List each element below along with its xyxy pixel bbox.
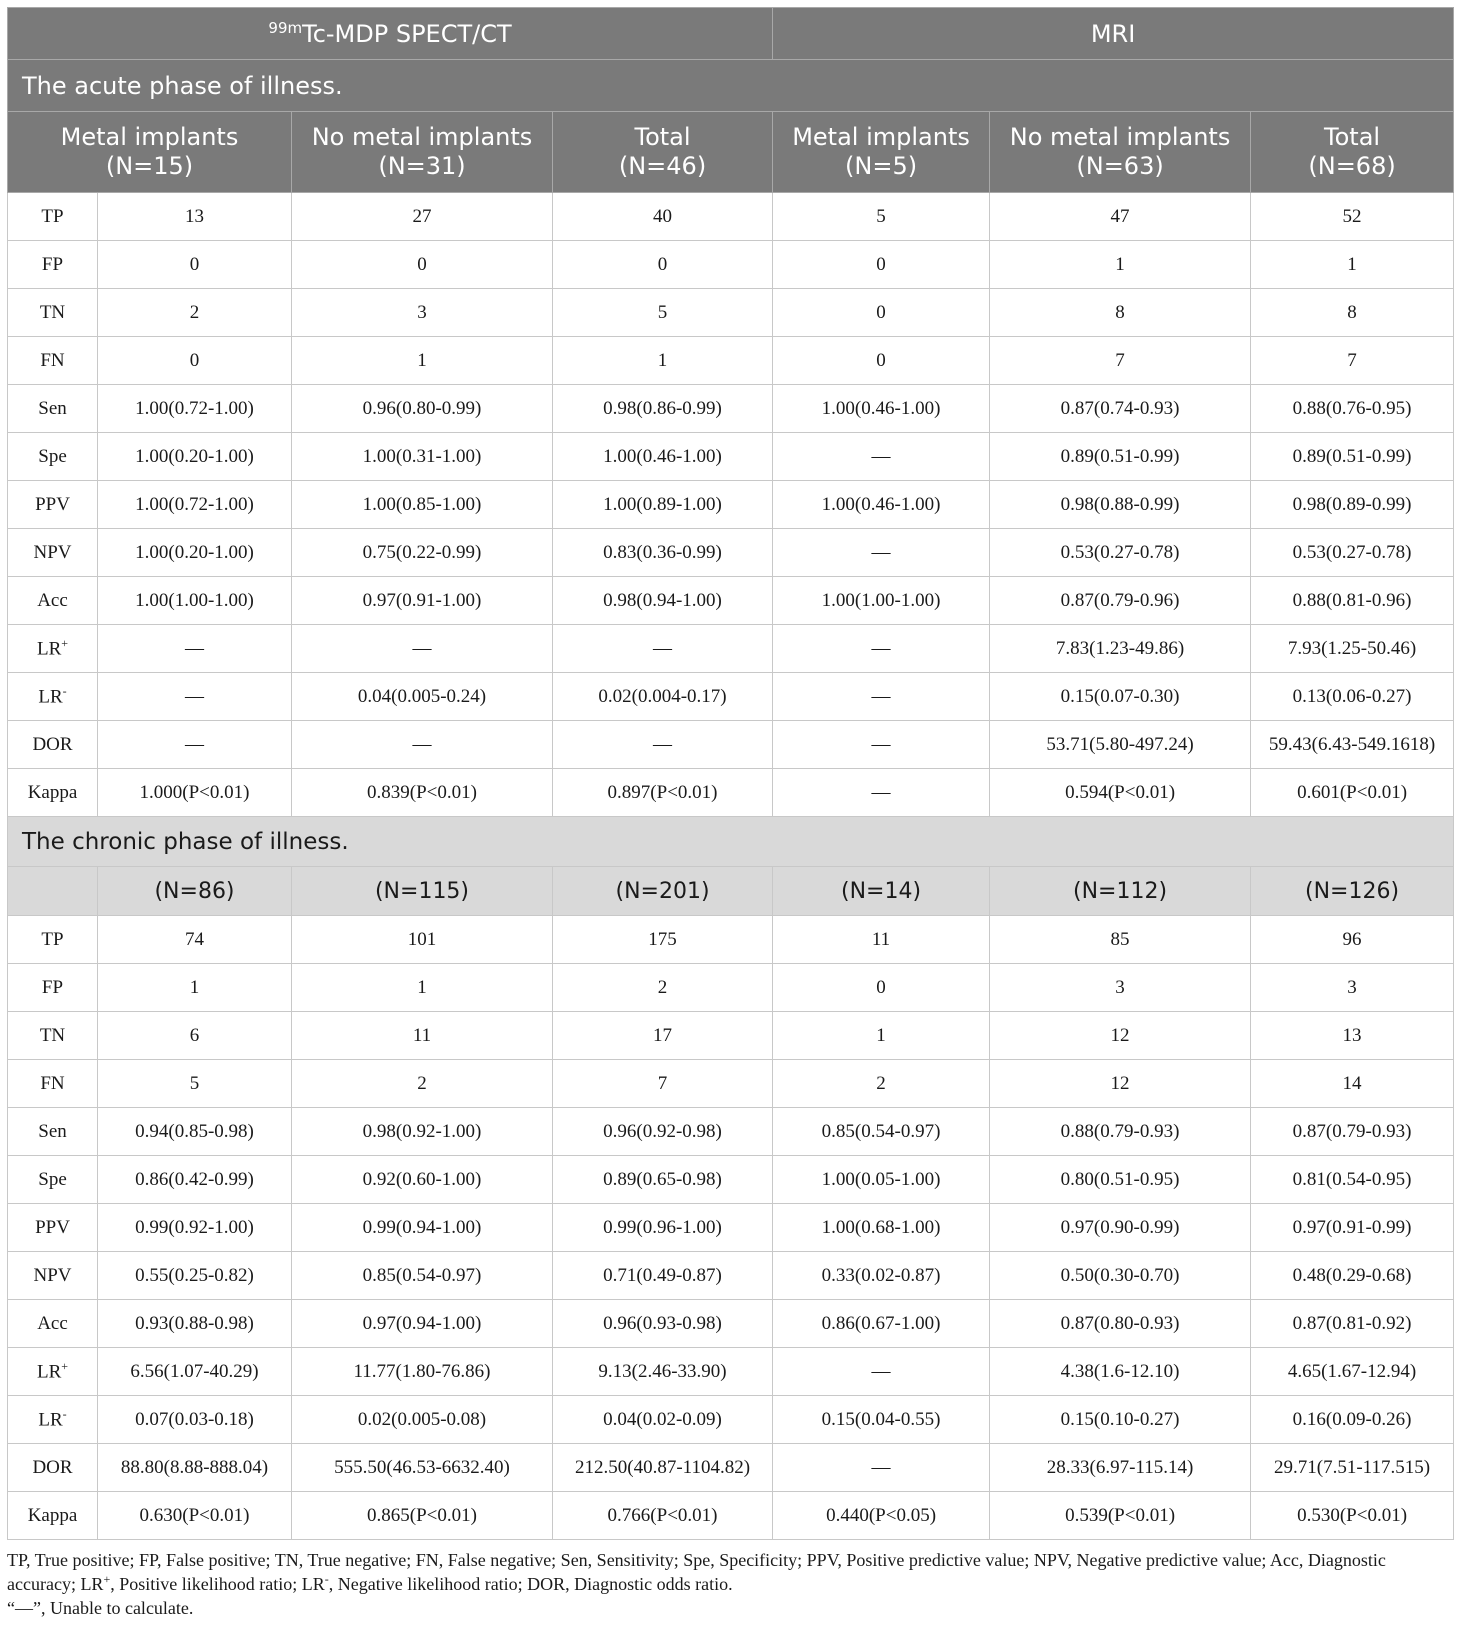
table-cell: 0.94(0.85-0.98)	[98, 1108, 292, 1156]
table-cell: —	[773, 1444, 990, 1492]
table-cell: 0.89(0.51-0.99)	[1251, 433, 1454, 481]
table-cell: 11	[773, 916, 990, 964]
table-cell: 0	[773, 241, 990, 289]
table-cell: 0.04(0.005-0.24)	[292, 673, 553, 721]
metric-label	[8, 964, 98, 1012]
table-cell: 0.601(P<0.01)	[1251, 769, 1454, 817]
table-cell: 5	[98, 1060, 292, 1108]
acute-phase-title-row	[8, 60, 1454, 112]
metric-label	[8, 1204, 98, 1252]
metric-label-sup: +	[61, 636, 69, 651]
table-cell: 0.02(0.004-0.17)	[553, 673, 773, 721]
metric-label-text: Kappa	[27, 1504, 78, 1526]
metric-label	[8, 1060, 98, 1108]
table-cell: 0.96(0.80-0.99)	[292, 385, 553, 433]
table-cell: 11	[292, 1012, 553, 1060]
table-cell: 1	[98, 964, 292, 1012]
metric-label	[8, 1396, 98, 1444]
table-cell: 52	[1251, 193, 1454, 241]
table-cell: 0.97(0.90-0.99)	[990, 1204, 1251, 1252]
table-cell: 0.96(0.92-0.98)	[553, 1108, 773, 1156]
table-cell: 0.98(0.94-1.00)	[553, 577, 773, 625]
metric-label	[8, 1156, 98, 1204]
table-cell: 1.00(0.31-1.00)	[292, 433, 553, 481]
table-cell: 5	[553, 289, 773, 337]
table-cell: 0	[292, 241, 553, 289]
table-cell: 1.00(0.46-1.00)	[773, 481, 990, 529]
table-cell: 0.88(0.79-0.93)	[990, 1108, 1251, 1156]
table-cell: 53.71(5.80-497.24)	[990, 721, 1251, 769]
table-cell: 0.07(0.03-0.18)	[98, 1396, 292, 1444]
metric-label	[8, 625, 98, 673]
metric-label	[8, 193, 98, 241]
acute-col-header: Total (N=68)	[1251, 112, 1454, 193]
acute-col-header: No metal implants (N=31)	[292, 112, 553, 193]
table-cell: 4.38(1.6-12.10)	[990, 1348, 1251, 1396]
metric-label-text: LR	[38, 1409, 63, 1431]
metric-label	[8, 1444, 98, 1492]
table-cell: 0.75(0.22-0.99)	[292, 529, 553, 577]
table-cell: 28.33(6.97-115.14)	[990, 1444, 1251, 1492]
table-cell: 1	[1251, 241, 1454, 289]
table-cell: 2	[292, 1060, 553, 1108]
table-row	[8, 1300, 1454, 1348]
table-cell: 85	[990, 916, 1251, 964]
table-cell: 0.85(0.54-0.97)	[773, 1108, 990, 1156]
table-cell: 0.86(0.67-1.00)	[773, 1300, 990, 1348]
table-row	[8, 1108, 1454, 1156]
table-row	[8, 721, 1454, 769]
table-cell: 1	[553, 337, 773, 385]
table-cell: 12	[990, 1012, 1251, 1060]
table-cell: 12	[990, 1060, 1251, 1108]
table-cell: 0	[773, 289, 990, 337]
table-cell: 0.594(P<0.01)	[990, 769, 1251, 817]
table-cell: 11.77(1.80-76.86)	[292, 1348, 553, 1396]
table-cell: 6.56(1.07-40.29)	[98, 1348, 292, 1396]
metric-label-sup: -	[62, 1407, 67, 1422]
metric-label	[8, 337, 98, 385]
metric-label-text: DOR	[32, 1456, 73, 1478]
table-row	[8, 1060, 1454, 1108]
table-cell: 6	[98, 1012, 292, 1060]
spect-ct-header: $^{99m}$Tc-MDP SPECT/CT	[8, 8, 773, 60]
table-cell: 3	[990, 964, 1251, 1012]
table-row	[8, 1348, 1454, 1396]
table-cell: 14	[1251, 1060, 1454, 1108]
table-cell: 212.50(40.87-1104.82)	[553, 1444, 773, 1492]
table-cell: —	[773, 433, 990, 481]
table-cell: 0.80(0.51-0.95)	[990, 1156, 1251, 1204]
table-cell: 17	[553, 1012, 773, 1060]
table-cell: 3	[292, 289, 553, 337]
table-cell: 27	[292, 193, 553, 241]
table-cell: —	[773, 1348, 990, 1396]
chronic-col-header: (N=115)	[292, 867, 553, 916]
metric-label-text: Kappa	[27, 781, 78, 803]
metric-label-text: Sen	[38, 397, 67, 419]
table-row	[8, 769, 1454, 817]
metric-label	[8, 241, 98, 289]
table-cell: —	[98, 673, 292, 721]
table-cell: 2	[553, 964, 773, 1012]
table-cell: 0.87(0.80-0.93)	[990, 1300, 1251, 1348]
diagnostic-performance-table	[7, 7, 1454, 1540]
metric-label	[8, 1348, 98, 1396]
table-cell: 1	[773, 1012, 990, 1060]
table-cell: 74	[98, 916, 292, 964]
table-cell: 47	[990, 193, 1251, 241]
table-cell: —	[773, 673, 990, 721]
table-cell: 0.98(0.92-1.00)	[292, 1108, 553, 1156]
metric-label-text: Spe	[38, 445, 67, 467]
table-row	[8, 481, 1454, 529]
table-cell: 0.99(0.94-1.00)	[292, 1204, 553, 1252]
table-row	[8, 1444, 1454, 1492]
table-cell: 0.81(0.54-0.95)	[1251, 1156, 1454, 1204]
metric-label	[8, 385, 98, 433]
table-cell: 9.13(2.46-33.90)	[553, 1348, 773, 1396]
table-cell: 13	[1251, 1012, 1454, 1060]
table-footnote	[7, 1548, 1453, 1620]
table-cell: 0.53(0.27-0.78)	[990, 529, 1251, 577]
chronic-col-header: (N=201)	[553, 867, 773, 916]
chronic-column-header-row	[8, 867, 1454, 916]
table-cell: 0.15(0.04-0.55)	[773, 1396, 990, 1444]
metric-label-text: FN	[40, 349, 65, 371]
chronic-col-header: (N=126)	[1251, 867, 1454, 916]
table-cell: 0.87(0.81-0.92)	[1251, 1300, 1454, 1348]
dash-note: “—”, Unable to calculate.	[7, 1598, 194, 1618]
table-cell: —	[553, 721, 773, 769]
table-cell: —	[773, 625, 990, 673]
table-cell: 0.630(P<0.01)	[98, 1492, 292, 1540]
table-cell: 175	[553, 916, 773, 964]
table-cell: 8	[1251, 289, 1454, 337]
table-cell: 0	[98, 241, 292, 289]
mri-header: MRI	[773, 8, 1454, 60]
table-cell: 0.93(0.88-0.98)	[98, 1300, 292, 1348]
metric-label-text: Sen	[38, 1120, 67, 1142]
table-cell: 0.530(P<0.01)	[1251, 1492, 1454, 1540]
acute-col-header: No metal implants (N=63)	[990, 112, 1251, 193]
table-cell: 0.440(P<0.05)	[773, 1492, 990, 1540]
table-cell: 0.33(0.02-0.87)	[773, 1252, 990, 1300]
acute-column-header-row	[8, 112, 1454, 193]
metric-label	[8, 289, 98, 337]
table-row	[8, 241, 1454, 289]
table-cell: —	[292, 721, 553, 769]
table-cell: 0.86(0.42-0.99)	[98, 1156, 292, 1204]
table-cell: 1.00(0.72-1.00)	[98, 385, 292, 433]
metric-label	[8, 916, 98, 964]
metric-label	[8, 1492, 98, 1540]
metric-label	[8, 1108, 98, 1156]
table-cell: 0	[773, 337, 990, 385]
metric-label	[8, 529, 98, 577]
table-cell: 0.87(0.74-0.93)	[990, 385, 1251, 433]
chronic-col-header: (N=14)	[773, 867, 990, 916]
table-row	[8, 964, 1454, 1012]
table-cell: —	[773, 529, 990, 577]
table-cell: 0.89(0.51-0.99)	[990, 433, 1251, 481]
metric-label-text: TP	[41, 928, 64, 950]
table-cell: 1.00(0.85-1.00)	[292, 481, 553, 529]
table-cell: 59.43(6.43-549.1618)	[1251, 721, 1454, 769]
table-cell: 0.96(0.93-0.98)	[553, 1300, 773, 1348]
metric-label-sup: +	[61, 1359, 69, 1374]
metric-label	[8, 433, 98, 481]
chronic-phase-title-row	[8, 817, 1454, 867]
modality-header-row	[8, 8, 1454, 60]
metric-label-text: DOR	[32, 733, 73, 755]
acute-col-header: Metal implants (N=15)	[8, 112, 292, 193]
metric-label-text: PPV	[35, 493, 70, 515]
table-cell: 0.15(0.07-0.30)	[990, 673, 1251, 721]
table-cell: 40	[553, 193, 773, 241]
table-cell: 1.000(P<0.01)	[98, 769, 292, 817]
chronic-col-header: (N=86)	[98, 867, 292, 916]
metric-label	[8, 769, 98, 817]
table-row	[8, 1252, 1454, 1300]
table-row	[8, 337, 1454, 385]
table-cell: 0.02(0.005-0.08)	[292, 1396, 553, 1444]
table-row	[8, 1492, 1454, 1540]
metric-label-text: Acc	[37, 589, 68, 611]
acute-col-header: Total (N=46)	[553, 112, 773, 193]
table-row	[8, 625, 1454, 673]
metric-label-text: TN	[39, 1024, 66, 1046]
table-cell: 0.98(0.86-0.99)	[553, 385, 773, 433]
table-cell: 5	[773, 193, 990, 241]
table-row	[8, 1396, 1454, 1444]
table-cell: 3	[1251, 964, 1454, 1012]
table-cell: 0.89(0.65-0.98)	[553, 1156, 773, 1204]
table-cell: 0.97(0.91-1.00)	[292, 577, 553, 625]
table-cell: 1.00(0.46-1.00)	[553, 433, 773, 481]
table-cell: 1.00(0.46-1.00)	[773, 385, 990, 433]
table-cell: 0.48(0.29-0.68)	[1251, 1252, 1454, 1300]
table-cell: 0.98(0.89-0.99)	[1251, 481, 1454, 529]
metric-label-text: Spe	[38, 1168, 67, 1190]
table-row	[8, 385, 1454, 433]
table-cell: 0.87(0.79-0.93)	[1251, 1108, 1454, 1156]
table-cell: 96	[1251, 916, 1454, 964]
table-cell: 7.93(1.25-50.46)	[1251, 625, 1454, 673]
metric-label	[8, 1012, 98, 1060]
table-row	[8, 433, 1454, 481]
table-cell: 0.13(0.06-0.27)	[1251, 673, 1454, 721]
table-cell: 0.97(0.91-0.99)	[1251, 1204, 1454, 1252]
table-cell: 0.98(0.88-0.99)	[990, 481, 1251, 529]
table-cell: 1	[292, 964, 553, 1012]
table-cell: 7	[1251, 337, 1454, 385]
table-cell: 0.99(0.92-1.00)	[98, 1204, 292, 1252]
table-row	[8, 1204, 1454, 1252]
table-cell: 13	[98, 193, 292, 241]
metric-label-text: NPV	[33, 541, 72, 563]
table-cell: 0.92(0.60-1.00)	[292, 1156, 553, 1204]
metric-label-text: FP	[41, 253, 64, 275]
table-row	[8, 916, 1454, 964]
table-cell: 101	[292, 916, 553, 964]
table-cell: 2	[773, 1060, 990, 1108]
table-cell: 1.00(1.00-1.00)	[98, 577, 292, 625]
table-cell: —	[98, 721, 292, 769]
table-row	[8, 673, 1454, 721]
table-row	[8, 577, 1454, 625]
table-cell: 555.50(46.53-6632.40)	[292, 1444, 553, 1492]
table-cell: 1.00(0.89-1.00)	[553, 481, 773, 529]
metric-label	[8, 577, 98, 625]
metric-label	[8, 1252, 98, 1300]
table-cell: 0.87(0.79-0.96)	[990, 577, 1251, 625]
table-cell: 1.00(0.20-1.00)	[98, 529, 292, 577]
table-cell: 0.839(P<0.01)	[292, 769, 553, 817]
metric-label-sup: -	[62, 684, 67, 699]
acute-col-header: Metal implants (N=5)	[773, 112, 990, 193]
table-container	[7, 7, 1453, 1620]
metric-label-text: FN	[40, 1072, 65, 1094]
table-cell: 0.88(0.81-0.96)	[1251, 577, 1454, 625]
metric-label-text: NPV	[33, 1264, 72, 1286]
abbreviations-note: TP, True positive; FP, False positive; TN, True negative; FN, False negative; Sen, Sensitivity; Spe, Specificity; PPV, Positive predictive value; NPV, Negative predictive value; Acc, Diagnostic accuracy; LR+, Positive likelihood ratio; LR-, Negative likelihood ratio; DOR, Diagnostic odds ratio.	[7, 1550, 1386, 1594]
table-cell: 0.766(P<0.01)	[553, 1492, 773, 1540]
table-row	[8, 1156, 1454, 1204]
acute-phase-title: The acute phase of illness.	[8, 60, 1454, 112]
table-cell: 0.85(0.54-0.97)	[292, 1252, 553, 1300]
table-cell: 0	[773, 964, 990, 1012]
metric-label-text: LR	[36, 638, 62, 660]
table-cell: —	[98, 625, 292, 673]
chronic-col-header: (N=112)	[990, 867, 1251, 916]
table-cell: 1	[292, 337, 553, 385]
chronic-phase-title: The chronic phase of illness.	[8, 817, 1454, 867]
table-cell: 7	[990, 337, 1251, 385]
table-cell: 0	[553, 241, 773, 289]
table-cell: 88.80(8.88-888.04)	[98, 1444, 292, 1492]
table-cell: 0.16(0.09-0.26)	[1251, 1396, 1454, 1444]
table-cell: 0.88(0.76-0.95)	[1251, 385, 1454, 433]
table-cell: 0.539(P<0.01)	[990, 1492, 1251, 1540]
metric-label-text: LR	[36, 1361, 62, 1383]
metric-label-text: PPV	[35, 1216, 70, 1238]
table-row	[8, 193, 1454, 241]
metric-label-text: LR	[38, 686, 63, 708]
table-cell: 1.00(1.00-1.00)	[773, 577, 990, 625]
table-cell: 0.97(0.94-1.00)	[292, 1300, 553, 1348]
table-cell: 1.00(0.05-1.00)	[773, 1156, 990, 1204]
table-row	[8, 529, 1454, 577]
table-cell: 0.55(0.25-0.82)	[98, 1252, 292, 1300]
metric-label	[8, 721, 98, 769]
table-cell: —	[773, 769, 990, 817]
metric-label	[8, 481, 98, 529]
table-cell: 1	[990, 241, 1251, 289]
table-cell: —	[773, 721, 990, 769]
table-cell: 7	[553, 1060, 773, 1108]
table-cell: 0.71(0.49-0.87)	[553, 1252, 773, 1300]
metric-label-text: Acc	[37, 1312, 68, 1334]
table-cell: 0.897(P<0.01)	[553, 769, 773, 817]
table-cell: 0.865(P<0.01)	[292, 1492, 553, 1540]
table-cell: 0.53(0.27-0.78)	[1251, 529, 1454, 577]
table-cell: —	[292, 625, 553, 673]
table-cell: 7.83(1.23-49.86)	[990, 625, 1251, 673]
table-cell: 0.15(0.10-0.27)	[990, 1396, 1251, 1444]
metric-label	[8, 1300, 98, 1348]
table-cell: 29.71(7.51-117.515)	[1251, 1444, 1454, 1492]
table-cell: 2	[98, 289, 292, 337]
table-cell: 0	[98, 337, 292, 385]
table-cell: 1.00(0.20-1.00)	[98, 433, 292, 481]
table-cell: 1.00(0.68-1.00)	[773, 1204, 990, 1252]
metric-label-text: FP	[41, 976, 64, 998]
metric-label-text: TP	[41, 205, 64, 227]
chronic-col-header-blank	[8, 867, 98, 916]
metric-label	[8, 673, 98, 721]
table-cell: 4.65(1.67-12.94)	[1251, 1348, 1454, 1396]
table-cell: 0.50(0.30-0.70)	[990, 1252, 1251, 1300]
table-cell: 0.83(0.36-0.99)	[553, 529, 773, 577]
metric-label-text: TN	[39, 301, 66, 323]
table-row	[8, 1012, 1454, 1060]
table-cell: 8	[990, 289, 1251, 337]
table-cell: —	[553, 625, 773, 673]
table-cell: 0.04(0.02-0.09)	[553, 1396, 773, 1444]
table-cell: 0.99(0.96-1.00)	[553, 1204, 773, 1252]
table-cell: 1.00(0.72-1.00)	[98, 481, 292, 529]
table-row	[8, 289, 1454, 337]
